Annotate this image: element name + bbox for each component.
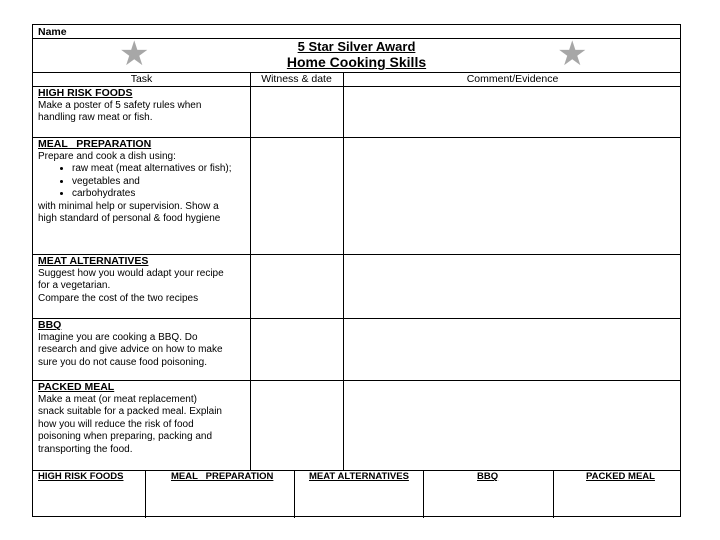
award-sheet [32,24,681,517]
footer-label-bbq: BBQ [477,471,499,482]
task-column-header: Task [130,73,153,85]
award-title: 5 Star Silver Award [297,39,416,54]
task-cell-bbq [38,319,248,369]
task-heading: MEAT ALTERNATIVES [38,255,149,267]
task-cell-packed-meal [38,381,248,456]
task-cell-high-risk-foods [38,87,248,125]
subject-title: Home Cooking Skills [286,54,427,70]
task-cell-meal-preparation [38,138,248,226]
ingredient-item: • vegetables and [72,176,248,189]
ingredient-item: • carbohydrates [72,188,248,201]
ingredient-list [38,163,248,201]
task-text-line: Imagine you are cooking a BBQ. Do [38,331,198,343]
task-text-line: snack suitable for a packed meal. Explain [38,406,222,417]
task-text-line: transporting the food. [38,443,133,455]
task-heading: BBQ [38,319,62,331]
column-divider [343,73,344,471]
task-heading: PACKED MEAL [38,381,115,393]
comment-column-header: Comment/Evidence [466,73,559,85]
star-icon: ★ [119,35,150,73]
task-heading: HIGH RISK FOODS [38,87,133,99]
task-text-line: poisoning when preparing, packing and [38,431,213,442]
footer-label-high-risk-foods: HIGH RISK FOODS [38,471,124,482]
task-text-line: Make a meat (or meat replacement) [38,393,197,405]
footer-divider [423,471,424,518]
footer-label-packed-meal: PACKED MEAL [586,471,655,482]
task-cell-meat-alternatives [38,255,248,305]
footer-divider [553,471,554,518]
task-text-line: how you will reduce the risk of food [38,418,194,430]
footer-divider [294,471,295,518]
footer-label-meal-preparation: MEAL PREPARATION [171,471,274,482]
task-heading: MEAL PREPARATION [38,138,152,150]
title-divider [33,35,680,73]
task-text-line: Prepare and cook a dish using: [38,150,176,162]
footer-divider [145,471,146,518]
star-icon: ★ [557,35,588,73]
task-text-line: handling raw meat or fish. [38,112,153,123]
witness-column-header: Witness & date [261,73,332,85]
task-text-line: Suggest how you would adapt your recipe [38,267,224,279]
name-label: Name [38,26,67,38]
task-text-line: for a vegetarian. [38,280,111,291]
ingredient-item: • raw meat (meat alternatives or fish); [72,163,232,176]
task-text-line: research and give advice on how to make [38,344,223,355]
column-divider [250,73,251,471]
task-text-line: Make a poster of 5 safety rules when [38,99,202,111]
task-text-line: high standard of personal & food hygiene [38,213,221,224]
task-text-line: Compare the cost of the two recipes [38,292,199,304]
footer-label-meat-alternatives: MEAT ALTERNATIVES [309,471,409,482]
task-text-line: sure you do not cause food poisoning. [38,356,208,368]
task-text-line: with minimal help or supervision. Show a [38,200,219,212]
